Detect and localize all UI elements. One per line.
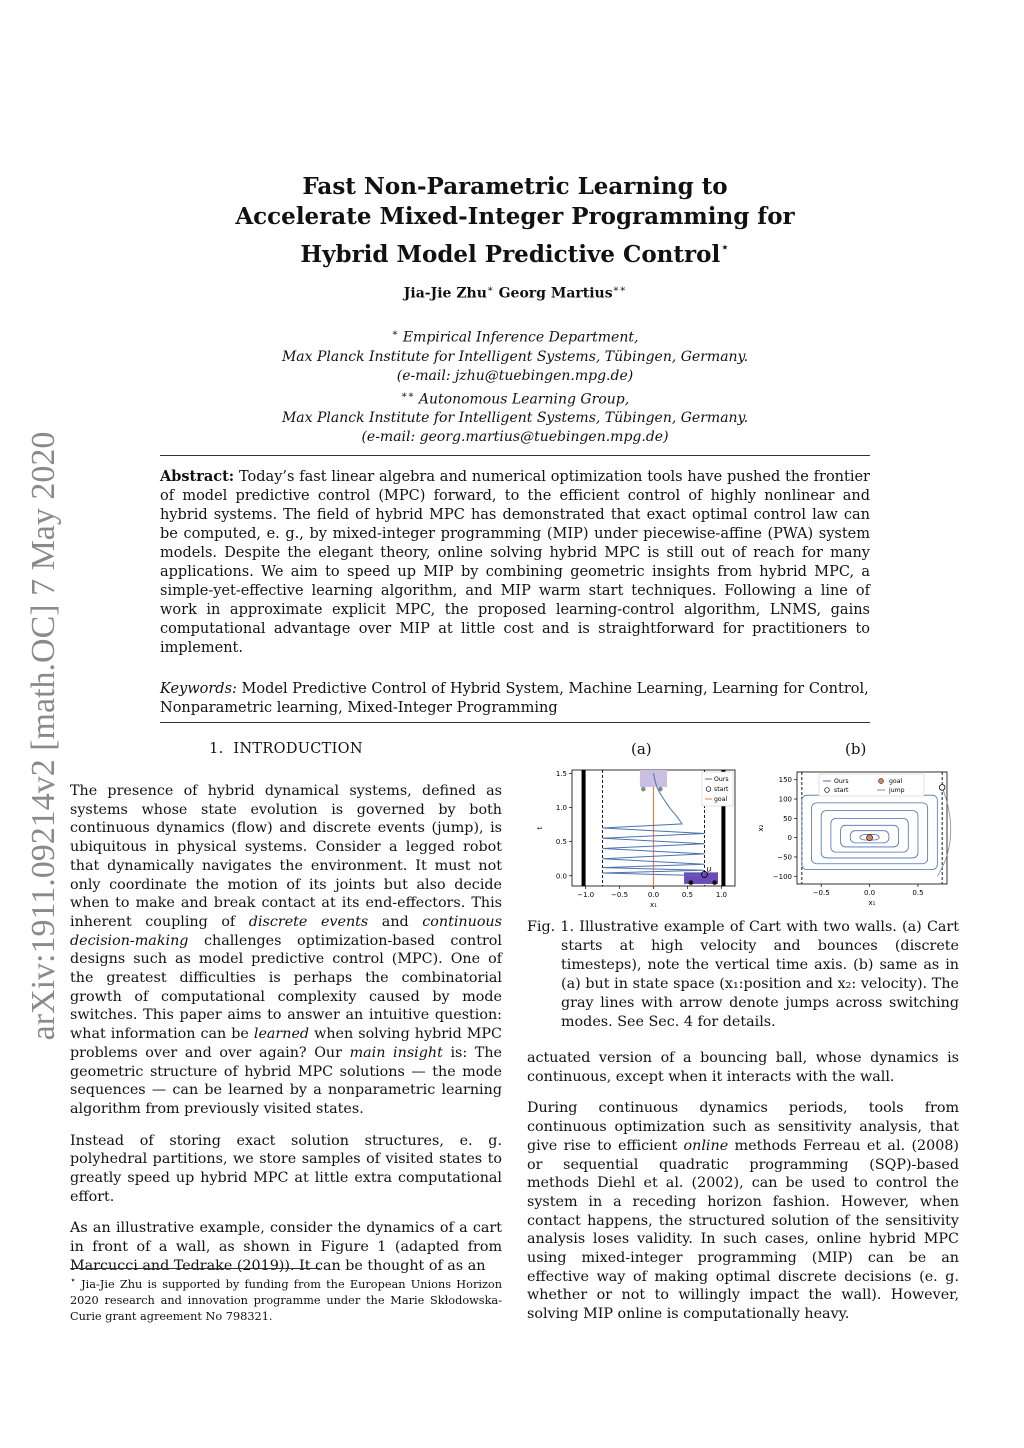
right-paragraph-2 xyxy=(527,1099,959,1323)
affil-mark-2: ∗∗ xyxy=(400,389,415,401)
panel-b-ytick-label: 0 xyxy=(787,834,792,843)
panel-b-goal-marker xyxy=(867,835,873,841)
author-1-mark: ∗ xyxy=(486,284,494,295)
affil-line-5: Max Planck Institute for Intelligent Systems, Tübingen, Germany. xyxy=(281,410,749,427)
panel-a-ytick-label: 0.5 xyxy=(555,838,567,847)
author-2-mark: ∗∗ xyxy=(612,284,627,295)
affiliations xyxy=(160,324,870,447)
affil-dept-2: Autonomous Learning Group, xyxy=(418,391,630,408)
paper-title xyxy=(160,172,870,270)
arxiv-stamp: arXiv:1911.09214v2 [math.OC] 7 May 2020 xyxy=(25,431,62,1041)
footnote-text: Jia-Jie Zhu is supported by funding from the European Unions Horizon 2020 research and innovation programme under the Marie Skłodowska-Curie grant agreement No 798321. xyxy=(70,1277,502,1323)
figure-plots xyxy=(527,740,959,910)
panel-a-ytick-label: 1.5 xyxy=(555,769,567,778)
right-p2-a: During continuous dynamics periods, tools from continuous optimization such as sensitivity analysis, that give rise to efficient xyxy=(527,1100,959,1154)
panel-a-ylabel: t xyxy=(536,826,544,830)
footnote-rule xyxy=(70,1268,320,1269)
intro-p1-em3: learned xyxy=(253,1026,310,1043)
panel-b-xtick-label: 0.5 xyxy=(912,889,924,897)
caption-text: Illustrative example of Cart with two walls. (a) Cart starts at high velocity and bounces (discrete timesteps), note the vertical time axis. (b) same as in (a) but in state space (x₁:position and x₂: velocity). The gray lines with arrow denote jumps across switching modes. See Sec. 4 for details. xyxy=(561,919,960,1030)
figure-caption xyxy=(527,918,959,1032)
panel-a-top-box xyxy=(640,770,667,787)
panel-b-trajectory-ring xyxy=(812,803,928,864)
panel-b-jump-line xyxy=(937,787,950,876)
left-column xyxy=(70,782,502,1289)
right-p2-em: online xyxy=(683,1137,729,1154)
panel-a-label: (a) xyxy=(631,740,652,758)
figure-1 xyxy=(527,740,959,910)
panel-a-ytick-label: 0.0 xyxy=(555,872,567,881)
panel-b-legend-goal-swatch xyxy=(879,779,884,784)
affil-mark-1: ∗ xyxy=(391,328,399,339)
right-p2-b: methods Ferreau et al. (2008) or sequential quadratic programming (SQP)-based methods Diehl et al. (2002), can be used to control the system in a receding horizon fashion. However, when contact happens, the structured solution of the sensitivity analysis loses validity. In such cases, online hybrid MPC using mixed-integer programming (MIP) can be an effective way of making optimal discrete decisions (e. g. whether or not to willingly impact the wall). However, solving MIP online is computationally heavy. xyxy=(527,1137,959,1323)
right-paragraph-1: actuated version of a bouncing ball, whose dynamics is continuous, except when it interacts with the wall. xyxy=(527,1050,959,1085)
panel-a-xtick-label: 0.5 xyxy=(681,891,694,899)
intro-p1-c: challenges optimization-based control designs such as model predictive control (MPC). One of the greatest difficulties is perhaps the combinatorial growth of computational complexity caused by mode switches. This paper aims to answer an intuitive question: what information can be xyxy=(70,932,502,1043)
panel-a-legend-ours: Ours xyxy=(714,776,729,783)
panel-a-annotation: u xyxy=(706,864,712,874)
panel-b-trajectory-ring xyxy=(802,795,937,869)
intro-p1-e: is: The geometric structure of hybrid MPC solutions — the mode sequences — can be learned by a nonparametric learning algorithm from previously visited states. xyxy=(70,1044,502,1117)
panel-b-start-marker xyxy=(939,785,945,791)
intro-paragraph-3: As an illustrative example, consider the dynamics of a cart in front of a wall, as shown in Figure 1 (adapted from Marcucci and Tedrake (2019)). It can be thought of as an xyxy=(70,1220,502,1274)
intro-p1-em1: discrete events xyxy=(248,913,369,930)
intro-p1-b: and xyxy=(368,913,423,930)
affil-line-4 xyxy=(160,386,870,410)
footnote-mark: ⋆ xyxy=(70,1275,76,1286)
panel-b-xtick-label: −0.5 xyxy=(812,889,830,897)
panel-b-ylabel: x₂ xyxy=(757,824,765,832)
panel-b-label: (b) xyxy=(845,740,867,758)
intro-paragraph-1 xyxy=(70,782,502,1119)
panel-b-xlabel: x₁ xyxy=(868,899,876,907)
title-footnote-mark: ⋆ xyxy=(720,238,730,256)
panel-a-xtick-label: −1.0 xyxy=(577,891,595,899)
panel-a-top-dot xyxy=(641,787,646,792)
affil-line-1 xyxy=(160,324,870,348)
panel-b-ytick-label: −50 xyxy=(777,853,792,862)
affil-dept-1: Empirical Inference Department, xyxy=(402,329,639,346)
right-column xyxy=(527,1049,959,1337)
affil-email-1: (e-mail: jzhu@tuebingen.mpg.de) xyxy=(396,367,634,384)
panel-b-ytick-label: 100 xyxy=(778,795,792,804)
section-title: INTRODUCTION xyxy=(233,741,363,757)
keywords-text: Model Predictive Control of Hybrid System, Machine Learning, Learning for Control, Nonparametric learning, Mixed-Integer Programming xyxy=(160,681,869,716)
author-2: Georg Martius xyxy=(498,285,613,302)
affil-email-2: (e-mail: georg.martius@tuebingen.mpg.de) xyxy=(361,429,669,446)
title-line-3 xyxy=(160,232,870,270)
author-1: Jia-Jie Zhu xyxy=(403,285,487,302)
panel-a-bottom-dot xyxy=(689,880,694,885)
intro-p1-d: when solving hybrid MPC problems over and over again? Our xyxy=(70,1026,502,1061)
panel-a-legend-start: start xyxy=(714,786,729,793)
caption-label: Fig. 1. xyxy=(527,919,575,935)
rule-bottom xyxy=(160,722,870,723)
panel-b-ytick-label: −100 xyxy=(772,872,792,881)
section-heading xyxy=(70,741,502,757)
footnote xyxy=(70,1273,502,1325)
abstract-label: Abstract: xyxy=(160,468,235,485)
section-number: 1. xyxy=(209,741,224,757)
panel-b-legend-jump: jump xyxy=(889,787,905,794)
caption-body xyxy=(527,918,959,1032)
author-list xyxy=(160,284,870,302)
panel-a-xtick-label: 1.0 xyxy=(715,891,727,899)
intro-p1-em2: continuous decision-making xyxy=(70,913,502,949)
title-line-3-text: Hybrid Model Predictive Control xyxy=(300,241,721,268)
title-line-2: Accelerate Mixed-Integer Programming for xyxy=(235,203,795,230)
panel-b-legend-goal: goal xyxy=(889,778,903,785)
panel-b-xtick-label: 0.0 xyxy=(864,889,876,897)
intro-p1-em4: main insight xyxy=(349,1044,443,1061)
intro-paragraph-2: Instead of storing exact solution structures, e. g. polyhedral partitions, we store samples of visited states to greatly speed up hybrid MPC at little extra computational effort. xyxy=(70,1132,502,1205)
abstract-text: Today’s fast linear algebra and numerical optimization tools have pushed the frontier of model predictive control (MPC) forward, to the efficient control of highly nonlinear and hybrid systems. The field of hybrid MPC has demonstrated that exact optimal control law can be computed, e. g., by mixed-integer programming (MIP) under piecewise-affine (PWA) system models. Despite the elegant theory, online solving hybrid MPC is still out of reach for many applications. We aim to speed up MIP by combining geometric insights from hybrid MPC, a simple-yet-effective learning algorithm, and MIP warm start techniques. Following a line of work in approximate explicit MPC, the proposed learning-control algorithm, LNMS, gains computational advantage over MIP at little cost and is straightforward for practitioners to implement. xyxy=(160,469,870,656)
abstract xyxy=(160,467,870,658)
panel-a-wall xyxy=(582,770,586,886)
panel-b-ytick-label: 50 xyxy=(783,814,792,823)
panel-b-legend-ours: Ours xyxy=(834,778,849,785)
panel-b-legend-start: start xyxy=(834,787,849,794)
panel-a-xlabel: x₁ xyxy=(650,901,657,909)
panel-a-bottom-dot xyxy=(712,880,717,885)
panel-a-xtick-label: 0.0 xyxy=(647,891,660,899)
title-line-1: Fast Non-Parametric Learning to xyxy=(302,173,728,200)
intro-p1-a: The presence of hybrid dynamical systems, defined as systems whose state evolution is governed by both continuous dynamics (flow) and discrete events (jump), is ubiquitous in physical systems. Consider a legged robot that dynamically navigates the environment. It must not only coordinate the motion of its joints but also decide when to make and break contact at its end-effectors. This inherent coupling of xyxy=(70,783,502,930)
panel-a-xtick-label: −0.5 xyxy=(611,891,629,899)
panel-a-ytick-label: 1.0 xyxy=(555,804,567,813)
panel-a-legend-goal: goal xyxy=(714,796,728,803)
affil-line-2: Max Planck Institute for Intelligent Systems, Tübingen, Germany. xyxy=(281,348,749,365)
panel-b-ytick-label: 150 xyxy=(778,776,792,785)
rule-top xyxy=(160,455,870,456)
keywords xyxy=(160,680,870,718)
keywords-label: Keywords: xyxy=(160,681,237,697)
